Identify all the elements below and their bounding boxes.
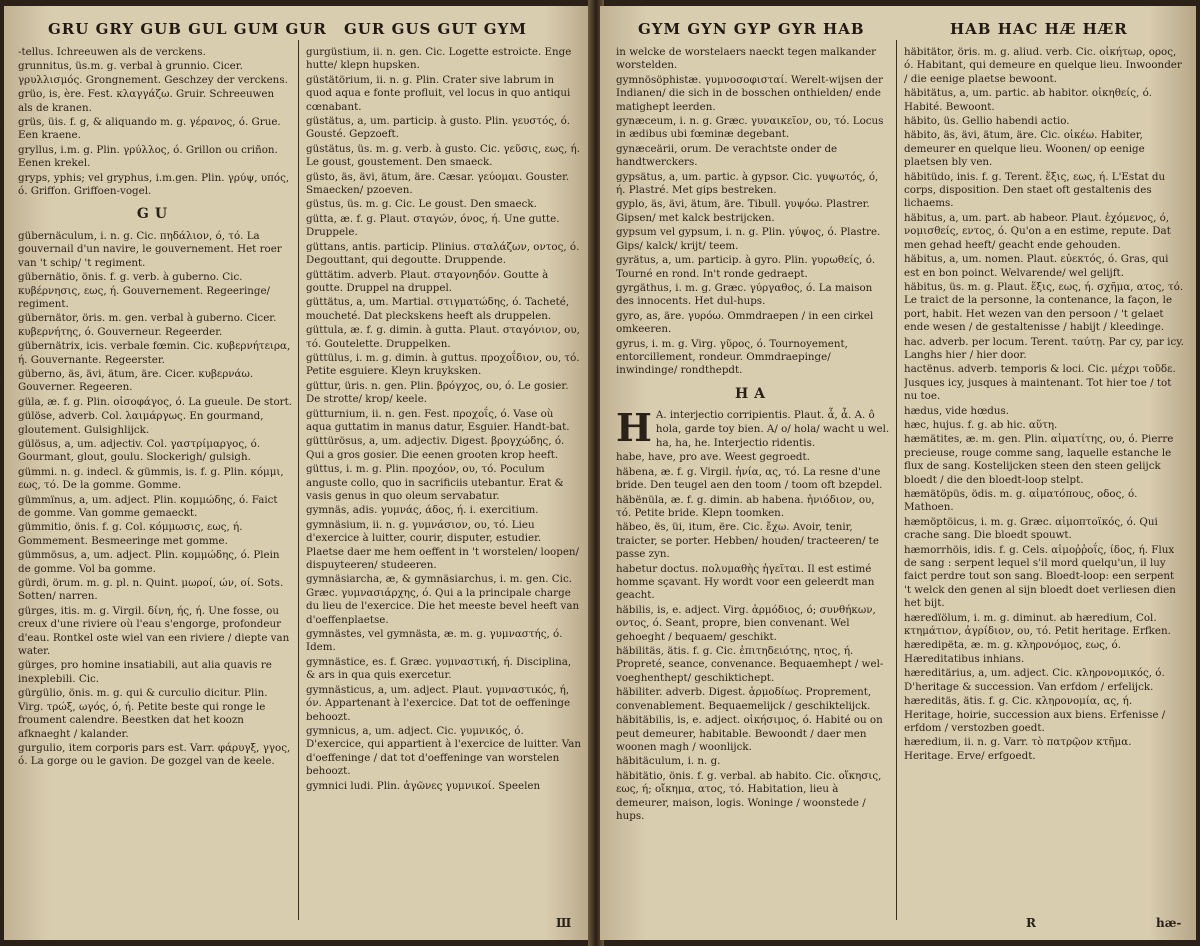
- entry: güttülus, i. m. g. dimin. à guttus. προχοΐδιον, ου, τό. Petite esguiere. Kleyn kruyksken.: [306, 351, 580, 378]
- entry: güstätus, a, um. particip. à gusto. Plin. γευστός, ό. Gousté. Gepzoeft.: [306, 115, 571, 141]
- entry: güttans, antis. particip. Plinius. σταλάζων, οντος, ό. Degouttant, qui degoutte. Druppende.: [306, 240, 580, 267]
- entry-list-top: [18, 46, 292, 198]
- entry: gürdi, örum. m. g. pl. n. Quint. μωροί, ών, οί. Sots. Sotten/ narren.: [18, 577, 284, 603]
- entry: gyrus, i. m. g. Virg. γῦρος, ό. Tournoyement, entorcillement, rondeur. Ommdraepinge/ inwindinge/ rondthepdt.: [616, 337, 848, 377]
- entry: gürgülio, önis. m. g. qui & curculio dicitur. Plin. Virg. τρώξ, ωγός, ό, ή. Petite beste qui ronge le froument calendre. Beestken dat het koozn afknaeght / kalander.: [18, 687, 268, 740]
- entry: gümmïnus, a, um. adject. Plin. κομμώδης, ό. Faict de gomme. Van gomme gemaeckt.: [18, 493, 278, 519]
- left-page-running-head-col1: GRU GRY GUB GUL GUM GUR: [48, 20, 327, 38]
- entry: häbënüla, æ. f. g. dimin. ab habena. ἡνιόδιον, ου, τό. Petite bride. Klepn toomken.: [616, 493, 875, 519]
- entry: güberno, äs, ävi, ätum, äre. Cicer. κυβερνάω. Gouverner. Regeeren.: [18, 367, 254, 394]
- entry: hæmorrhöis, idis. f. g. Cels. αἱμοῤῥοΐς, ίδος, ή. Flux de sang : serpent lequel s'il mord quelqu'un, il luy faict perdre tout son sang. Bloedt-loop: een serpent 't welck den genen al sijn bloedt doet verliesen dien het bijt.: [904, 543, 1176, 610]
- entry: gülöse, adverb. Col. λαιμάργως. En gourmand, gloutement. Gulsighlijck.: [18, 410, 264, 436]
- entry: gymnicus, a, um. adject. Cic. γυμνικός, ό. D'exercice, qui appartient à l'exercice de luitter. Van d'oeffeninge / dat tot d'oeffeninge van worstelen behoozt.: [306, 724, 581, 778]
- entry: -tellus. Ichreeuwen als de verckens.: [18, 46, 206, 58]
- right-page-column-1: [616, 46, 890, 926]
- entry: güla, æ. f. g. Plin. οἰσοφάγος, ό. La gueule. De stort.: [18, 395, 292, 408]
- entry-list-top: [616, 46, 890, 378]
- signature-mark: R: [1026, 916, 1036, 930]
- entry-list-bottom: [616, 405, 890, 823]
- entry: gurgüstium, ii. n. gen. Cic. Logette estroicte. Enge hutte/ klepn hupsken.: [306, 46, 572, 72]
- drop-cap: H: [616, 405, 652, 451]
- entry: häbitus, a, um. nomen. Plaut. εὐεκτός, ό. Gras, qui est en bon poinct. Welvarende/ wel gelijft.: [904, 253, 1169, 279]
- entry: gümmitio, önis. f. g. Col. κόμμωσις, εως, ή. Gommement. Besmeeringe met gomme.: [18, 521, 243, 547]
- entry: gübernätrix, icis. verbale fœmin. Cic. κυβερνήτειρα, ή. Gouvernante. Regeerster.: [18, 340, 291, 366]
- entry: häbitüdo, inis. f. g. Terent. ἕξις, εως, ή. L'Estat du corps, disposition. Den staet oft gestaltenis des lichaems.: [904, 170, 1166, 210]
- entry: häbitäculum, i. n. g.: [616, 755, 721, 768]
- entry: häbitus, üs. m. g. Plaut. ἕξις, εως, ή. σχῆμα, ατος, τό. Le traict de la personne, la contenance, la façon, le port, habit. Het wezen van den persoon / 't gelaet ende wesen / de gestaltenisse / habijt / kleedinge.: [904, 280, 1184, 334]
- entry: in welcke de worstelaers naeckt tegen malkander worstelden.: [616, 46, 877, 72]
- entry: häbitätor, öris. m. g. aliud. verb. Cic. οἰκήτωρ, ορος, ό. Habitant, qui demeure en quelque lieu. Inwoonder / die eenige plaetse bewoont.: [904, 46, 1182, 85]
- entry: habe, have, pro ave. Weest gegroedt.: [616, 451, 810, 464]
- entry: häbitätio, önis. f. g. verbal. ab habito. Cic. οἴκησις, εως, ή; οἴκημα, ατος, τό. Habitation, lieu à demeurer, maison, logis. Woninge / woonstede / hups.: [616, 769, 882, 822]
- entry: habetur doctus. πολυμαθὴς ἡγεῖται. Il est estimé homme sçavant. Hy wordt voor een geleerdt man geacht.: [616, 562, 875, 602]
- entry: gymnäsiarcha, æ, & gymnäsiarchus, i. m. gen. Cic. Græc. γυμνασιάρχης, ό. Qui a la principale charge du lieu de l'exercice. Die het meeste bevel heeft van d'oeffenplaetse.: [306, 573, 580, 626]
- entry: gyro, as, äre. γυρόω. Ommdraepen / in een cirkel omkeeren.: [616, 309, 874, 336]
- entry: gymnäs, adis. γυμνάς, άδος, ή. i. exercitium.: [306, 504, 539, 517]
- entry: häbena, æ. f. g. Virgil. ἡνία, ας, τό. La resne d'une bride. Den teugel aen den toom / toom oft bzepdel.: [616, 465, 883, 492]
- entry: häbito, äs, ävi, ätum, äre. Cic. οἰκέω. Habiter, demeurer en quelque lieu. Woonen/ op eenige plaetsen bly ven.: [904, 129, 1145, 169]
- left-page-column-1: [18, 46, 292, 926]
- entry: hæredïölum, i. m. g. diminut. ab hæredium, Col. κτημάτιον, ἀγρίδιον, ου, τό. Petit heritage. Erfken.: [904, 611, 1171, 638]
- entry: gryllus, i.m. g. Plin. γρύλλος, ό. Grillon ou criñon. Eenen krekel.: [18, 143, 278, 170]
- entry: güttätus, a, um. Martial. στιγματώδης, ό. Tacheté, moucheté. Dat pleckskens heeft als druppelen.: [306, 296, 570, 322]
- entry: gymnästes, vel gymnästa, æ. m. g. γυμναστής, ό. Idem.: [306, 628, 563, 654]
- entry: gymnösöphistæ. γυμνοσοφισταί. Werelt-wijsen der Indianen/ die sich in de bosschen onthielden/ ende matighept leerden.: [616, 73, 883, 113]
- entry: gynæceum, i. n. g. Græc. γυναικεῖον, ου, τό. Locus in ædibus ubi fœminæ degebant.: [616, 115, 884, 141]
- entry: gypsätus, a, um. partic. à gypsor. Cic. γυψωτός, ό, ή. Plastré. Met gips bestreken.: [616, 170, 879, 197]
- entry: gübernäculum, i. n. g. Cic. πηδάλιον, ό, τό. La gouvernail d'un navire, le gouvernement. Het roer van 't schip/ 't regiment.: [18, 229, 282, 269]
- entry: hæreditäs, ätis. f. g. Cic. κληρονομία, ας, ή. Heritage, hoirie, succession aux biens. Erfenisse / erfdom / verstozben goedt.: [904, 695, 1166, 734]
- right-page-running-head-col1: GYM GYN GYP GYR HAB: [638, 20, 865, 38]
- entry: hæreditärius, a, um. adject. Cic. κληρονομικός, ό. D'heritage & succession. Van erfdom / erfelijck.: [904, 667, 1165, 693]
- signature-mark: Ш: [556, 916, 572, 930]
- entry: gübernätio, önis. f. g. verb. à guberno. Cic. κυβέρνησις, εως, ή. Gouvernement. Regeeringe/ regiment.: [18, 271, 271, 310]
- entry: hædus, vide hœdus.: [904, 404, 1010, 417]
- entry: ha, ha, he. Interjectio ridentis.: [655, 436, 816, 449]
- section-heading: HA: [734, 385, 772, 402]
- entry: hæredium, ii. n. g. Varr. τὸ πατρῷον κτῆμα. Heritage. Erve/ erfgoedt.: [904, 736, 1132, 762]
- entry: häbiliter. adverb. Digest. ἁρμοδίως. Proprement, convenablement. Bequaemelijck / geschiktelijck.: [616, 686, 872, 712]
- entry: häbilis, is, e. adject. Virg. ἁρμόδιος, ό; συνθήκων, οντος, ό. Seant, propre, bien convenant. Wel gehoeght / bequaem/ geschikt.: [616, 603, 876, 643]
- entry: gürges, itis. m. g. Virgil. δίνη, ής, ή. Une fosse, ou creux d'une riviere où l'eau s'engorge, profondeur d'eau. Rontkel oste wiel van een riviere / diepte van water.: [18, 604, 290, 658]
- entry: gürges, pro homine insatiabili, aut alia quavis re inexplebili. Cic.: [18, 659, 272, 685]
- entry: gütturnium, ii. n. gen. Fest. προχοΐς, ό. Vase où aqua guttatim in manus datur, Esguier. Handt-bat.: [306, 407, 570, 433]
- entry: grüs, üis. f. g, & aliquando m. g. γέρανος, ό. Grue. Een kraene.: [18, 116, 281, 142]
- entry: gümmi. n. g. indecl. & gümmis, is. f. g. Plin. κόμμι, εως, τό. De la gomme. Gomme.: [18, 465, 284, 492]
- entry: häbitäbilis, is, e. adject. οἰκήσιμος, ό. Habité ou on peut demeurer, habitable. Bewoondt / daer men woonen magh / woonlijck.: [616, 714, 883, 753]
- entry: güstätörium, ii. n. g. Plin. Crater sive labrum in quod aqua e fonte profluit, vel locus in quo antiqui cœnabant.: [306, 73, 571, 113]
- entry: gülösus, a, um. adjectiv. Col. γαστρίμαργος, ό. Gourmant, glout, goulu. Slockerigh/ gulsigh.: [18, 437, 261, 464]
- entry: hac. adverb. per locum. Terent. ταύτῃ. Par cy, par icy. Langhs hier / hier door.: [904, 335, 1184, 361]
- section-heading: GU: [136, 206, 174, 223]
- right-page: [600, 6, 1196, 940]
- entry: güttula, æ. f. g. dimin. à gutta. Plaut. σταγόνιον, ου, τό. Goutelette. Druppelken.: [306, 324, 580, 350]
- left-page: [4, 6, 592, 940]
- entry: gymnästice, es. f. Græc. γυμναστική, ή. Disciplina, & ars in qua quis exercetur.: [306, 655, 572, 682]
- left-page-running-head-col2: GUR GUS GUT GYM: [344, 20, 527, 38]
- entry: gümmösus, a, um. adject. Plin. κομμώδης, ό. Plein de gomme. Vol ba gomme.: [18, 549, 280, 575]
- entry: güttürösus, a, um. adjectiv. Digest. βρογχώδης, ό. Qui a gros gosier. Die eenen grooten krop heeft.: [306, 435, 565, 461]
- entry: A. interjectio corripientis. Plaut. ἆ, ἆ. A. ô hola, garde toy bien. A/ o/ hola/ wacht u wel.: [655, 409, 890, 435]
- entry: häbitätus, a, um. partic. ab habitor. οἰκηθείς, ό. Habité. Bewoont.: [904, 87, 1153, 113]
- entry: häbito, üs. Gellio habendi actio.: [904, 115, 1070, 128]
- entry: gyplo, äs, ävi, ätum, äre. Tibull. γυψόω. Plastrer. Gipsen/ met kalck bestrijcken.: [616, 198, 870, 224]
- entry: gymnici ludi. Plin. ἀγῶνες γυμνικοί. Speelen: [306, 779, 541, 792]
- column-rule: [896, 40, 897, 920]
- entry: güttur, üris. n. gen. Plin. βρόγχος, ου, ό. Le gosier. De strotte/ krop/ keele.: [306, 379, 569, 406]
- entry: hæredipëta, æ. m. g. κληρονόμος, εως, ό. Hæreditatibus inhians.: [904, 639, 1121, 665]
- entry: gütta, æ. f. g. Plaut. σταγών, όνος, ή. Une gutte. Druppele.: [306, 212, 560, 239]
- entry: hæmätöpüs, ödis. m. g. αἱματόπους, οδος, ό. Mathoen.: [904, 488, 1138, 514]
- entry: häbilitäs, ätis. f. g. Cic. ἐπιτηδειότης, ητος, ή. Propreté, seance, convenance. Bequaemhept / wel-voeghenthept/ geschiktichept.: [616, 645, 884, 684]
- right-page-column-2: [904, 46, 1184, 926]
- right-page-running-head-col2: HAB HAC HÆ HÆR: [950, 20, 1128, 38]
- entry: güstus, üs. m. g. Cic. Le goust. Den smaeck.: [306, 198, 537, 211]
- entry: gymnästicus, a, um. adject. Plaut. γυμναστικός, ή, όν. Appartenant à l'exercice. Dat tot de oeffeninge behoozt.: [306, 683, 571, 723]
- entry: gryps, yphis; vel gryphus, i.m.gen. Plin. γρύψ, υπός, ό. Griffon. Griffoen-vogel.: [18, 171, 290, 198]
- entry: gurgulio, item corporis pars est. Varr. φάρυγξ, γγος, ό. La gorge ou le gavion. De gozgel van de keele.: [18, 741, 291, 768]
- entry: güttus, i. m. g. Plin. προχόον, ου, τό. Poculum anguste collo, quo in sacrificiis utebantur. Erat & vasis genus in quo oleum servabatur.: [306, 463, 564, 502]
- entry: hæmöptöicus, i. m. g. Græc. αἱμοπτοϊκός, ό. Qui crache sang. Die bloedt spouwt.: [904, 515, 1158, 542]
- entry: güstätus, üs. m. g. verb. à gusto. Cic. γεῦσις, εως, ή. Le goust, goustement. Den smaeck.: [306, 142, 580, 169]
- entry: gymnäsium, ii. n. g. γυμνάσιον, ου, τό. Lieu d'exercice à luitter, courir, disputer, estudier. Plaetse daer me hem oeffent in 't worstelen/ loopen/ dispuyteeren/ studeeren.: [306, 518, 580, 572]
- entry: hactënus. adverb. temporis & loci. Cic. μέχρι τοῦδε. Jusques icy, jusques à maintenant. Tot hier toe / tot nu toe.: [904, 363, 1176, 403]
- entry: grüo, is, ère. Fest. κλαγγάζω. Gruir. Schreeuwen als de kranen.: [18, 88, 275, 114]
- entry: hæc, hujus. f. g. ab hic. αὕτη.: [904, 418, 1058, 431]
- left-page-column-2: [306, 46, 582, 926]
- entry: gyrgäthus, i. m. g. Græc. γύργαθος, ό. La maison des innocents. Het dul-hups.: [616, 281, 873, 308]
- entry: häbitus, a, um. part. ab habeor. Plaut. ἐχόμενος, ό, νομισθείς, εντος, ό. Qu'on a en estime, repute. Dat men gehad heeft/ geacht ende gehouden.: [904, 211, 1171, 251]
- entry: häbeo, ës, üi, itum, ëre. Cic. ἔχω. Avoir, tenir, traicter, se porter. Hebben/ houden/ tracteeren/ te passe zyn.: [616, 521, 879, 561]
- entry: grunnitus, üs.m. g. verbal à grunnio. Cicer. γρυλλισμός. Grongnement. Geschzey der verckens.: [18, 60, 288, 86]
- entry: güsto, äs, ävi, ätum, äre. Cæsar. γεύομαι. Gouster. Smaecken/ pzoeven.: [306, 170, 570, 197]
- column-rule: [298, 40, 299, 920]
- entry: hæmätites, æ. m. gen. Plin. αἱματίτης, ου, ό. Pierre precieuse, rouge comme sang, laquelle estanche le flux de sang. Kostelijcken steen den steen gelijck bloedt / die den bloedt-loop stelpt.: [904, 433, 1174, 486]
- entry: gypsum vel gypsum, i. n. g. Plin. γύψος, ό. Plastre. Gips/ kalck/ krijt/ teem.: [616, 226, 881, 252]
- entry: gyrätus, a, um. particip. à gyro. Plin. γυρωθείς, ό. Tourné en rond. In't ronde gedraept.: [616, 254, 876, 280]
- entry: güttätim. adverb. Plaut. σταγονηδόν. Goutte à goutte. Druppel na druppel.: [306, 268, 549, 294]
- entry: gübernätor, öris. m. gen. verbal à guberno. Cicer. κυβερνήτης, ό. Gouverneur. Regeerder.: [18, 312, 277, 338]
- catchword: hæ-: [1156, 916, 1182, 930]
- entry-list-bottom: [18, 230, 292, 769]
- entry: gynæceärii, orum. De verachtste onder de handtwerckers.: [616, 142, 838, 169]
